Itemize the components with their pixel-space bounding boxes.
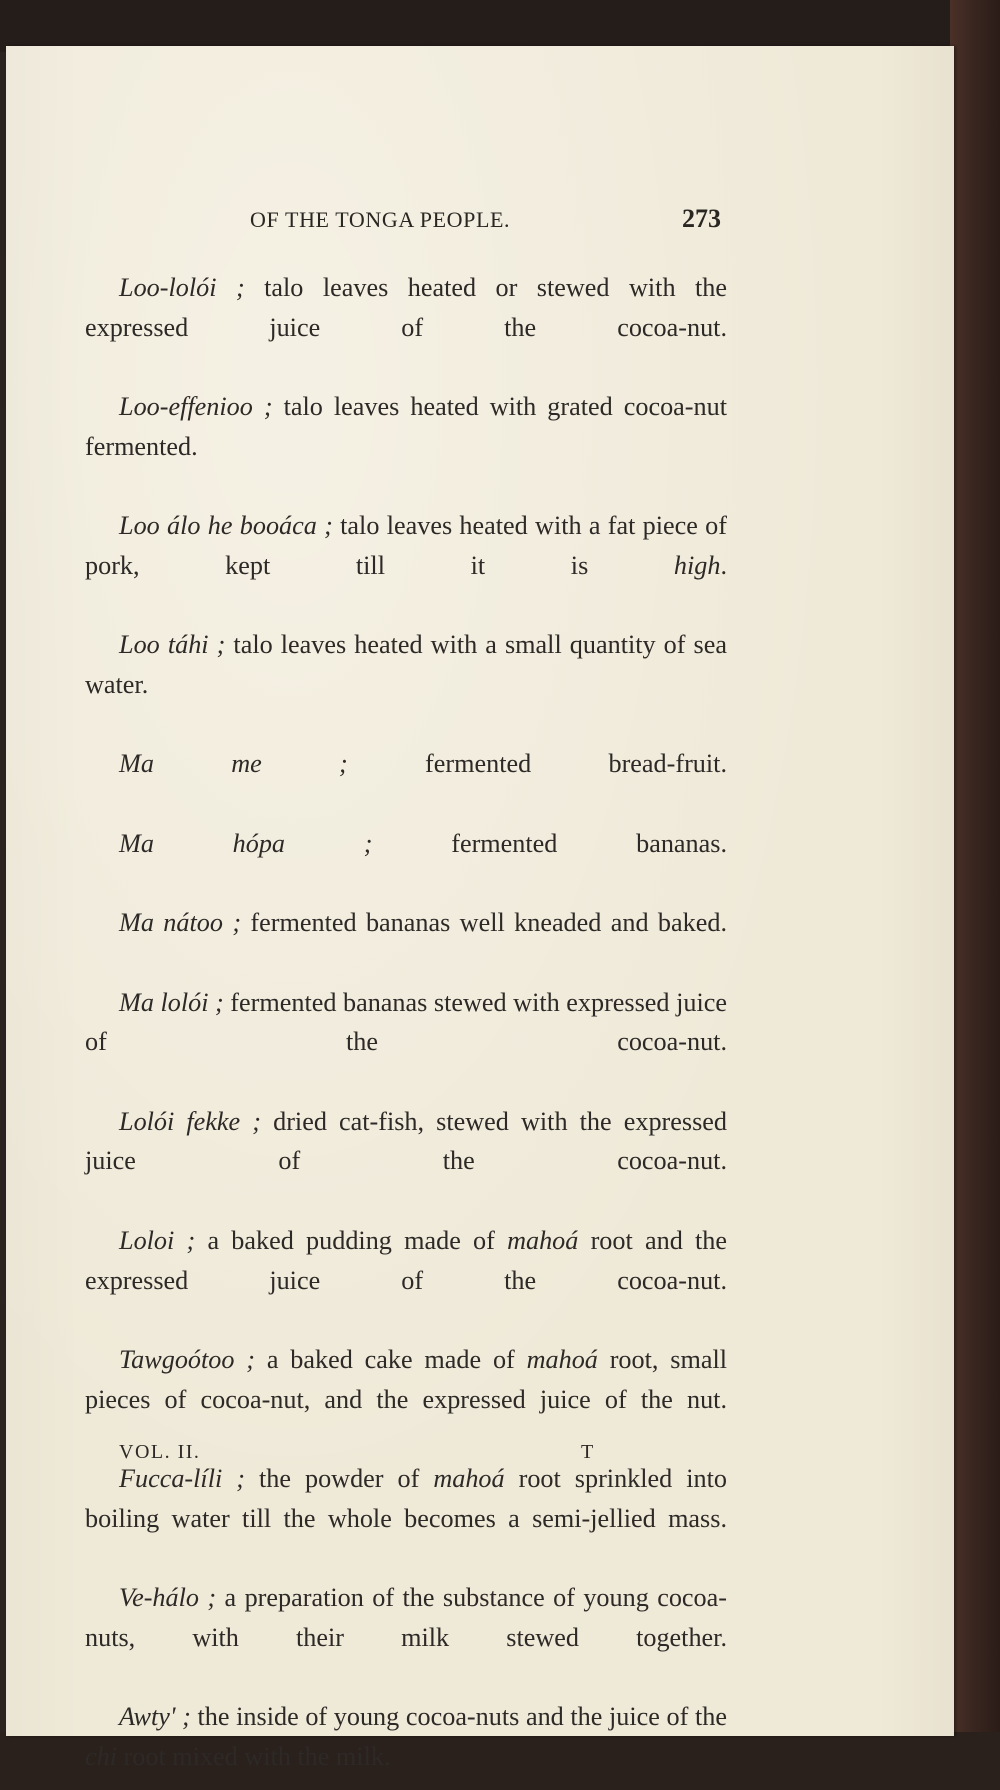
entry-definition: a baked cake made of <box>255 1344 527 1374</box>
glossary-entry <box>85 1578 727 1697</box>
glossary-entry <box>85 1102 727 1221</box>
entry-term: Ma me ; <box>119 749 348 779</box>
entry-term: Loo-effenioo ; <box>119 392 273 422</box>
glossary-entry <box>85 1697 727 1776</box>
volume-label: VOL. II. <box>119 1441 201 1463</box>
glossary-entry <box>85 625 727 744</box>
entry-definition-tail: . <box>720 550 727 580</box>
page-number: 273 <box>682 204 721 233</box>
entry-definition: talo leaves heated with a small quantity of sea water. <box>85 630 727 700</box>
entry-definition-tail: root sprinkled into boiling water till the whole becomes a semi-jellied mass. <box>85 1464 727 1533</box>
entry-definition-tail: root mixed with the milk. <box>117 1742 391 1772</box>
book-edge-right <box>950 0 1000 1790</box>
entry-term: Loo-lolói ; <box>119 273 245 302</box>
glossary-entry <box>85 983 727 1102</box>
running-head: OF THE TONGA PEOPLE. <box>250 207 511 232</box>
entry-definition: fermented bread-fruit. <box>347 749 727 779</box>
entry-definition: a baked pudding made of <box>195 1225 508 1255</box>
page-header <box>0 204 1000 247</box>
entry-definition-tail: root, small pieces of cocoa-nut, and the expressed juice of the nut. <box>85 1344 728 1414</box>
entry-term: Lolói fekke ; <box>119 1106 261 1136</box>
glossary-entry <box>85 744 727 823</box>
glossary-entry <box>85 1221 727 1340</box>
entry-definition: talo leaves heated with grated cocoa-nut fermented. <box>85 392 727 461</box>
signature-mark: T <box>581 1441 594 1463</box>
glossary-entry <box>85 506 727 625</box>
entry-italic-word: high <box>673 550 721 580</box>
glossary-entry <box>85 387 727 506</box>
entry-italic-word: mahoá <box>433 1464 505 1494</box>
scan-border-top <box>0 0 1000 52</box>
entry-definition: the powder of <box>244 1464 434 1494</box>
entry-definition: fermented bananas well kneaded and baked. <box>241 908 728 938</box>
entry-term: Ve-hálo ; <box>119 1583 217 1613</box>
glossary-entry <box>85 903 727 982</box>
entry-italic-word: mahoá <box>507 1225 579 1255</box>
entry-definition: fermented bananas stewed with expressed juice of the cocoa-nut. <box>85 987 727 1057</box>
glossary-entry <box>85 268 727 387</box>
entry-definition: talo leaves heated with a fat piece of pork, kept till it is <box>85 511 727 580</box>
entry-definition: talo leaves heated or stewed with the expressed juice of the cocoa-nut. <box>85 273 727 342</box>
glossary-entry <box>85 1459 727 1578</box>
entry-term: Ma hópa ; <box>119 828 373 858</box>
entry-definition: the inside of young cocoa-nuts and the juice of the <box>190 1702 727 1732</box>
entry-term: Ma nátoo ; <box>119 908 242 938</box>
entry-term: Loloi ; <box>119 1225 196 1255</box>
entry-term: Tawgoótoo ; <box>119 1344 256 1374</box>
glossary-entry <box>85 824 727 903</box>
entry-term: Awty' ; <box>119 1702 191 1732</box>
entry-definition: a preparation of the substance of young cocoa-nuts, with their milk stewed together. <box>85 1583 727 1652</box>
entry-term: Loo táhi ; <box>119 630 226 660</box>
entry-definition: dried cat-fish, stewed with the expressed juice of the cocoa-nut. <box>85 1106 727 1176</box>
page-footer <box>0 1441 1000 1471</box>
entry-italic-word: mahoá <box>526 1344 598 1374</box>
entry-italic-word: chi <box>85 1742 117 1772</box>
entry-term: Loo álo he booáca ; <box>119 511 333 541</box>
glossary-text <box>85 268 727 1777</box>
entry-term: Ma lolói ; <box>119 987 224 1017</box>
entry-term: Fucca-líli ; <box>119 1464 245 1494</box>
entry-definition: fermented bananas. <box>372 828 727 858</box>
entry-definition-tail: root and the expressed juice of the cocoa-nut. <box>85 1225 727 1295</box>
